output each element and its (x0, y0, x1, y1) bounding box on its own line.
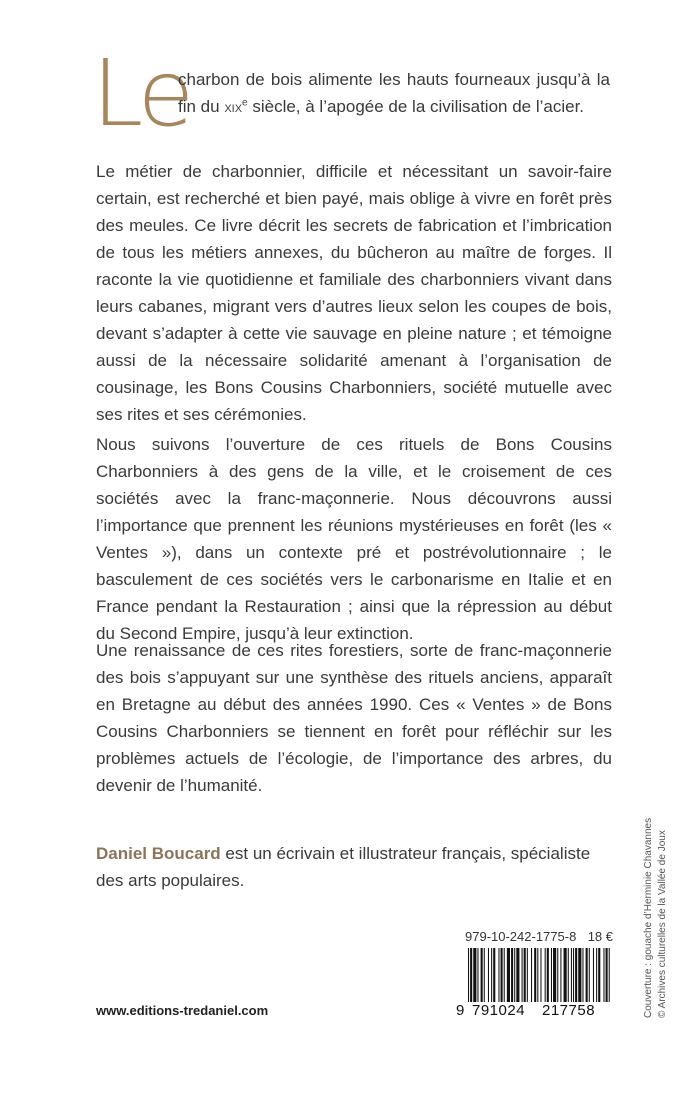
isbn-price-line (465, 929, 613, 944)
barcode-bar (571, 948, 572, 1002)
barcode-bar (578, 948, 581, 1002)
barcode-bar (603, 948, 604, 1002)
intro-text-b: siècle, à l’apogée de la civilisation de l’acier. (247, 97, 585, 116)
barcode-bar (491, 948, 492, 1002)
barcode-bar (501, 948, 503, 1002)
barcode-bar (593, 948, 594, 1002)
barcode-bar (589, 948, 590, 1002)
barcode-digits-left: 791024 (472, 1002, 526, 1019)
barcode-digit-lead: 9 (456, 1002, 465, 1019)
barcode-bar (551, 948, 552, 1002)
barcode-bar (606, 948, 608, 1002)
price-text: 18 € (587, 929, 613, 944)
intro-text-a: charbon de bois alimente les hauts fourneaux jusqu’à la fin du (178, 70, 610, 116)
century-numeral: XIX (224, 103, 243, 115)
barcode-bar (586, 948, 588, 1002)
barcode-bar (534, 948, 536, 1002)
isbn-text: 979-10-242-1775-8 (465, 929, 577, 944)
barcode-bar (488, 948, 489, 1002)
barcode-bar (598, 948, 600, 1002)
author-name: Daniel Boucard (96, 844, 221, 863)
barcode-bar (545, 948, 546, 1002)
cover-credits (642, 808, 670, 1018)
drop-cap: Le (92, 40, 191, 147)
barcode-bars (456, 948, 614, 1002)
barcode-bar (568, 948, 569, 1002)
barcode-bar (511, 948, 513, 1002)
body-paragraph: Une renaissance de ces rites forestiers, sorte de franc-maçonnerie des bois s’appuyant sur une synthèse des rituels anciens, apparaît en Bretagne au début des années 1990. Ces « Ventes » de Bons Cousins Charbonniers se tiennent en forêt pour réfléchir sur les problèmes actuels de l’écologie, de l’importance des arbres, du devenir de l’humanité. (96, 641, 612, 795)
barcode-bar (531, 948, 532, 1002)
barcode-bar (527, 948, 528, 1002)
barcode-bar (573, 948, 574, 1002)
century-superscript: e (242, 97, 248, 109)
barcode-bar (522, 948, 523, 1002)
barcode-bar (537, 948, 538, 1002)
barcode-bar (498, 948, 499, 1002)
barcode-bar (481, 948, 483, 1002)
barcode-digits-right: 217758 (542, 1002, 596, 1019)
credit-line-2: © Archives culturelles de la Vallée de Joux (657, 830, 668, 1018)
barcode-bar (582, 948, 583, 1002)
body-paragraph: Nous suivons l’ouverture de ces rituels de Bons Cousins Charbonniers à des gens de la ville, et le croisement de ces sociétés avec la franc-maçonnerie. Nous découvrons aussi l’importance que prennent les réunions mystérieuses en forêt (les « Ventes »), dans un contexte pré et postrévolutionnaire ; le basculement de ces sociétés vers le carbonarisme en Italie et en France pendant la Restauration ; ainsi que la répression au début du Second Empire, jusqu’à leur extinction. (96, 435, 612, 643)
barcode-bar (468, 948, 469, 1002)
barcode-bar (547, 948, 549, 1002)
barcode-bar (564, 948, 567, 1002)
barcode-bar (507, 948, 510, 1002)
barcode-bar (484, 948, 485, 1002)
body-paragraph: Le métier de charbonnier, difficile et nécessitant un savoir-faire certain, est recherché et bien payé, mais oblige à vivre en forêt près des meules. Ce livre décrit les secrets de fabrication et l’imbrication de tous les métiers annexes, du bûcheron au maître de forges. Il raconte la vie quotidienne et familiale des charbonniers vivant dans leurs cabanes, migrant vers d’autres lieux selon les coupes de bois, devant s’adapter à cette vie sauvage en pleine nature ; et témoigne aussi de la nécessaire solidarité amenant à l’organisation de cousinage, les Bons Cousins Charbonniers, société mutuelle avec ses rites et ses cérémonies. (96, 162, 612, 424)
barcode-bar (516, 948, 519, 1002)
barcode-bar (477, 948, 478, 1002)
barcode-bar (557, 948, 558, 1002)
barcode-bar (560, 948, 561, 1002)
barcode-bar (575, 948, 577, 1002)
barcode-bar (504, 948, 505, 1002)
author-blurb (96, 840, 612, 894)
barcode-bar (524, 948, 526, 1002)
barcode-bar (514, 948, 515, 1002)
barcode-bar (493, 948, 495, 1002)
barcode-bar (540, 948, 541, 1002)
credit-line-1: Couverture : gouache d’Herminie Chavannes (643, 817, 654, 1018)
author-bio: est un écrivain et illustrateur français, spécialiste des arts populaires. (96, 844, 591, 890)
barcode-bar (596, 948, 597, 1002)
intro-paragraph (178, 66, 610, 123)
barcode-bar (609, 948, 610, 1002)
barcode-bar (473, 948, 476, 1002)
barcode-bar (470, 948, 472, 1002)
publisher-website: www.editions-tredaniel.com (96, 1003, 269, 1018)
barcode-bar (553, 948, 556, 1002)
